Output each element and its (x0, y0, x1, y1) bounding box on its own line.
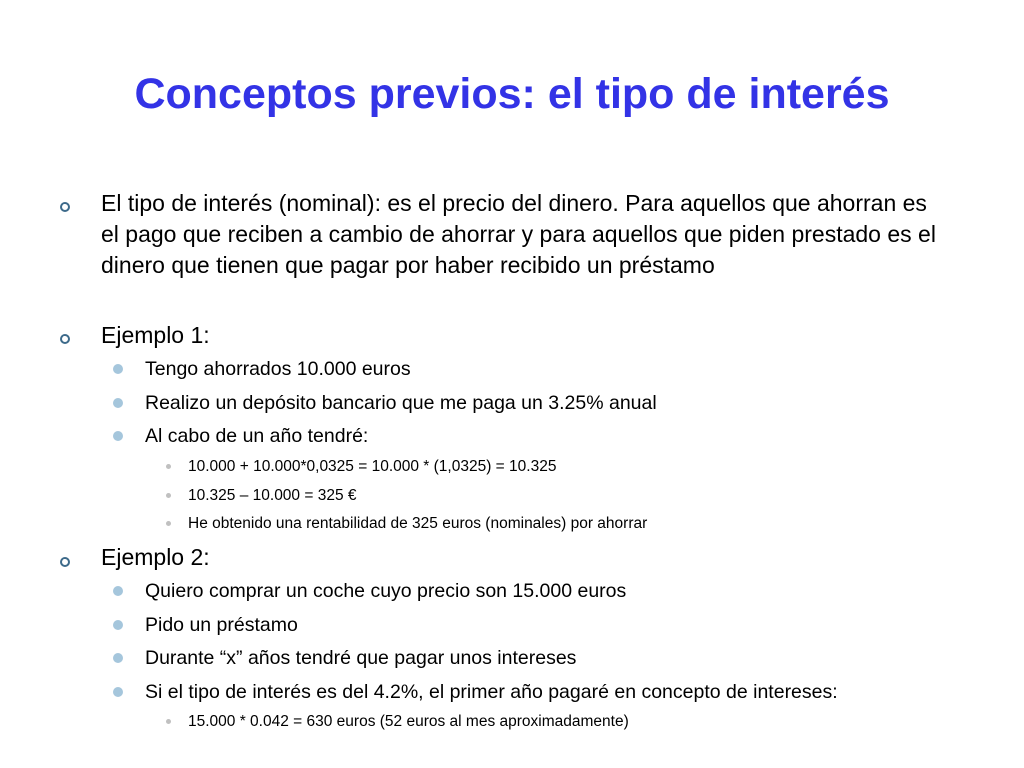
list-item: Realizo un depósito bancario que me paga un 3.25% anual (145, 392, 657, 414)
list-subitem: 15.000 * 0.042 = 630 euros (52 euros al mes aproximadamente) (188, 713, 629, 730)
definition-paragraph (101, 188, 951, 281)
list-item: Al cabo de un año tendré: (145, 425, 369, 447)
level2-bullet-icon (113, 364, 123, 374)
level2-bullet-icon (113, 431, 123, 441)
example2-heading: Ejemplo 2: (101, 544, 210, 570)
level2-bullet-icon (113, 586, 123, 596)
definition-text: El tipo de interés (nominal): es el precio del dinero. Para aquellos que ahorran es el pago que reciben a cambio de ahorrar y para aquellos que piden prestado es el dinero que tienen que pagar por haber recibido un préstamo (101, 190, 936, 278)
level3-bullet-icon (166, 464, 171, 469)
level2-bullet-icon (113, 620, 123, 630)
level3-bullet-icon (166, 719, 171, 724)
list-item: Durante “x” años tendré que pagar unos intereses (145, 647, 577, 669)
list-item: Pido un préstamo (145, 614, 298, 636)
list-item: Tengo ahorrados 10.000 euros (145, 358, 411, 380)
level3-bullet-icon (166, 521, 171, 526)
level1-bullet-icon (60, 334, 70, 344)
list-item: Si el tipo de interés es del 4.2%, el primer año pagaré en concepto de intereses: (145, 681, 838, 703)
list-subitem: 10.000 + 10.000*0,0325 = 10.000 * (1,0325) = 10.325 (188, 458, 557, 475)
list-item: Quiero comprar un coche cuyo precio son 15.000 euros (145, 580, 627, 602)
list-subitem: He obtenido una rentabilidad de 325 euros (nominales) por ahorrar (188, 515, 648, 532)
level1-bullet-icon (60, 202, 70, 212)
level1-bullet-icon (60, 557, 70, 567)
example1-heading: Ejemplo 1: (101, 322, 210, 348)
level2-bullet-icon (113, 687, 123, 697)
level2-bullet-icon (113, 398, 123, 408)
slide-title: Conceptos previos: el tipo de interés (134, 70, 890, 118)
level2-bullet-icon (113, 653, 123, 663)
list-subitem: 10.325 – 10.000 = 325 € (188, 487, 357, 504)
level3-bullet-icon (166, 493, 171, 498)
